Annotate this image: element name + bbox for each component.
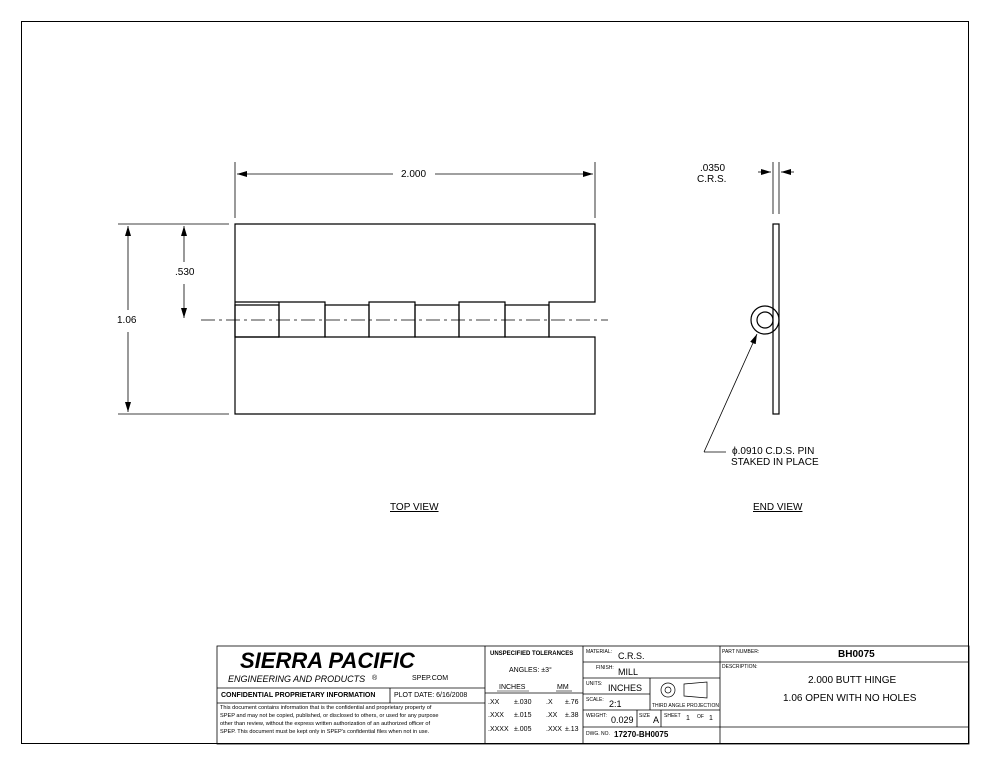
tolerances-inches-header: INCHES <box>499 684 526 691</box>
material-label: MATERIAL: <box>586 649 613 655</box>
tolerances-angles: ANGLES: ±3° <box>509 667 552 674</box>
end-view-title: END VIEW <box>753 502 803 513</box>
company-name: SIERRA PACIFIC <box>240 648 415 673</box>
weight-value: 0.029 <box>611 715 634 725</box>
weight-label: WEIGHT: <box>586 713 607 719</box>
sheet-value: 1 <box>686 715 690 722</box>
tolerances-mm-header: MM <box>557 684 569 691</box>
confidential-text-3: other than review, without the express written authorization of an authorized officer of <box>220 721 431 727</box>
tolerances-title: UNSPECIFIED TOLERANCES <box>490 651 574 657</box>
confidential-text-1: This document contains information that is the confidential and proprietary property of <box>220 705 432 711</box>
material-value: C.R.S. <box>618 651 645 661</box>
registered-mark: ® <box>372 675 378 682</box>
dim-overall-height-label: 1.06 <box>117 315 137 326</box>
confidential-text-2: SPEP and may not be copied, published, or disclosed to others, or used for any purpose <box>220 713 439 719</box>
lower-leaf-outline <box>235 305 595 414</box>
description-label: DESCRIPTION: <box>722 664 758 670</box>
finish-label: FINISH: <box>596 665 614 671</box>
tol-row-in-val: ±.005 <box>514 726 532 733</box>
tol-row-in-val: ±.030 <box>514 699 532 706</box>
tol-row-mm-fmt: .X <box>546 699 553 706</box>
tol-row-mm-val: ±.38 <box>565 712 579 719</box>
top-view-hinge <box>235 224 595 414</box>
description-line1: 2.000 BUTT HINGE <box>808 675 897 686</box>
part-number-label: PART NUMBER: <box>722 649 760 655</box>
dim-thickness <box>758 162 794 214</box>
dwg-no-label: DWG. NO. <box>586 731 610 737</box>
size-label: SIZE <box>639 713 651 719</box>
dwg-no-value: 17270-BH0075 <box>614 730 669 739</box>
dim-thickness-label: .0350 <box>700 163 726 174</box>
tol-row-mm-fmt: .XX <box>546 712 558 719</box>
end-view-hinge <box>751 224 779 414</box>
size-value: A <box>653 715 660 725</box>
company-subtitle: ENGINEERING AND PRODUCTS <box>228 674 366 684</box>
part-number-value: BH0075 <box>838 649 875 660</box>
pin-leader <box>704 334 757 452</box>
tol-row-in-val: ±.015 <box>514 712 532 719</box>
units-value: INCHES <box>608 683 643 693</box>
of-value: 1 <box>709 715 713 722</box>
tol-row-in-fmt: .XXXX <box>488 726 509 733</box>
tol-row-mm-val: ±.13 <box>565 726 579 733</box>
projection-label: THIRD ANGLE PROJECTION <box>652 703 719 709</box>
confidential-text-4: SPEP. This document must be kept only in SPEP's confidential files when not in use. <box>220 729 430 735</box>
sheet-label: SHEET <box>664 713 681 719</box>
tol-row-mm-val: ±.76 <box>565 699 579 706</box>
dim-leaf-height-label: .530 <box>175 267 195 278</box>
tol-row-in-fmt: .XXX <box>488 712 504 719</box>
tol-row-in-fmt: .XX <box>488 699 500 706</box>
description-line2: 1.06 OPEN WITH NO HOLES <box>783 693 917 704</box>
company-website: SPEP.COM <box>412 675 449 682</box>
of-label: OF <box>697 714 704 720</box>
pin-note-line2: STAKED IN PLACE <box>731 457 819 468</box>
tol-row-mm-fmt: .XXX <box>546 726 562 733</box>
plot-date: PLOT DATE: 6/16/2008 <box>394 692 468 699</box>
dim-width-label: 2.000 <box>401 169 427 180</box>
scale-value: 2:1 <box>609 699 622 709</box>
top-view-title: TOP VIEW <box>390 502 439 513</box>
dim-thickness-material: C.R.S. <box>697 174 727 185</box>
units-label: UNITS: <box>586 681 603 687</box>
pin-note-line1: ϕ.0910 C.D.S. PIN <box>732 446 815 457</box>
scale-label: SCALE: <box>586 697 604 703</box>
finish-value: MILL <box>618 667 639 677</box>
confidential-title: CONFIDENTIAL PROPRIETARY INFORMATION <box>221 692 376 699</box>
third-angle-projection-icon <box>661 682 707 698</box>
